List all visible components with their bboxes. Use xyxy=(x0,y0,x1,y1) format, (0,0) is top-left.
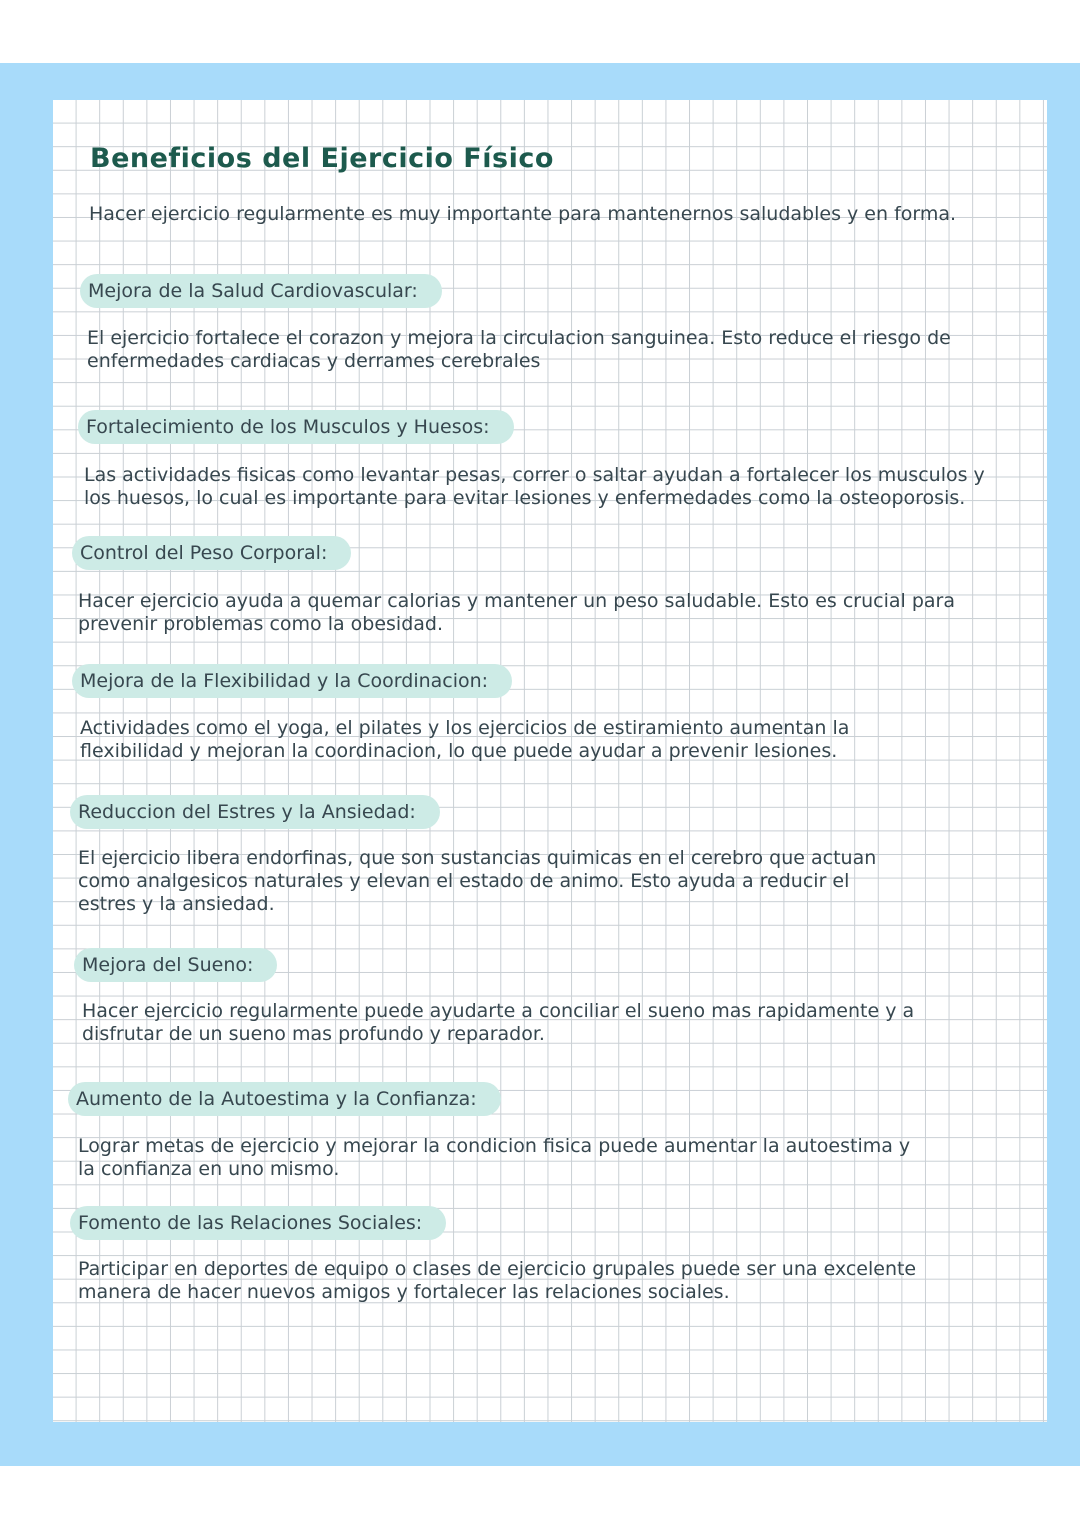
section-heading-sueno: Mejora del Sueno: xyxy=(74,948,277,982)
section-text-flexibilidad: Actividades como el yoga, el pilates y los ejercicios de estiramiento aumentan la flexibilidad y mejoran la coordinacion, lo que puede ayudar a prevenir lesiones. xyxy=(80,717,850,762)
section-heading-relaciones: Fomento de las Relaciones Sociales: xyxy=(70,1206,446,1240)
section-heading-estres: Reduccion del Estres y la Ansiedad: xyxy=(70,795,440,829)
section-text-relaciones: Participar en deportes de equipo o clases de ejercicio grupales puede ser una excelente manera de hacer nuevos amigos y fortalecer las relaciones sociales. xyxy=(78,1258,917,1303)
section-text-peso: Hacer ejercicio ayuda a quemar calorias y mantener un peso saludable. Esto es crucial para prevenir problemas como la obesidad. xyxy=(78,590,955,635)
section-text-estres: El ejercicio libera endorfinas, que son sustancias quimicas en el cerebro que actuan como analgesicos naturales y elevan el estado de animo. Esto ayuda a reducir el estres y la ansiedad. xyxy=(78,847,877,915)
intro-text: Hacer ejercicio regularmente es muy importante para mantenernos saludables y en forma. xyxy=(89,203,957,225)
section-text-cardiovascular: El ejercicio fortalece el corazon y mejora la circulacion sanguinea. Esto reduce el riesgo de enfermedades cardiacas y derrames cerebrales xyxy=(87,327,951,372)
section-text-musculos-huesos: Las actividades fisicas como levantar pesas, correr o saltar ayudan a fortalecer los musculos y los huesos, lo cual es importante para evitar lesiones y enfermedades como la osteoporosis. xyxy=(84,464,985,509)
section-text-sueno: Hacer ejercicio regularmente puede ayudarte a conciliar el sueno mas rapidamente y a disfrutar de un sueno mas profundo y reparador. xyxy=(82,1000,915,1045)
section-heading-cardiovascular: Mejora de la Salud Cardiovascular: xyxy=(80,274,442,308)
section-heading-flexibilidad: Mejora de la Flexibilidad y la Coordinacion: xyxy=(72,664,512,698)
section-text-autoestima: Lograr metas de ejercicio y mejorar la condicion fisica puede aumentar la autoestima y la confianza en uno mismo. xyxy=(78,1135,911,1180)
page-title: Beneficios del Ejercicio Físico xyxy=(90,143,554,174)
section-heading-musculos-huesos: Fortalecimiento de los Musculos y Huesos: xyxy=(78,410,514,444)
section-heading-peso: Control del Peso Corporal: xyxy=(72,536,351,570)
section-heading-autoestima: Aumento de la Autoestima y la Confianza: xyxy=(68,1082,501,1116)
